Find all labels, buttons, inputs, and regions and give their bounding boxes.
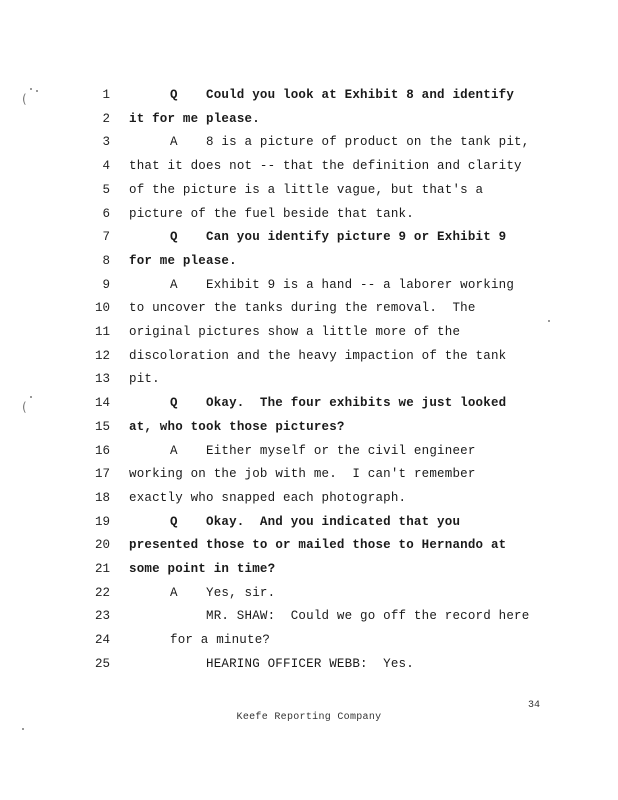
transcript-line — [0, 275, 618, 295]
testimony-text: picture of the fuel beside that tank. — [129, 206, 414, 221]
testimony-text: presented those to or mailed those to Hernando at — [129, 538, 507, 553]
line-text — [129, 369, 160, 389]
line-number: 24 — [94, 633, 110, 648]
line-number: 12 — [94, 348, 110, 363]
line-text — [206, 606, 529, 626]
transcript-line — [0, 583, 618, 603]
transcript-line — [0, 180, 618, 200]
testimony-text: working on the job with me. I can't remember — [129, 467, 476, 482]
line-number: 1 — [102, 88, 110, 102]
line-number: 20 — [94, 538, 110, 553]
testimony-text: exactly who snapped each photograph. — [129, 490, 407, 505]
speaker-label: A — [170, 443, 178, 458]
testimony-text: Okay. The four exhibits we just looked — [206, 396, 507, 411]
line-text — [129, 488, 406, 508]
testimony-text: original pictures show a little more of the — [129, 325, 461, 339]
line-text — [170, 512, 460, 532]
testimony-text: to uncover the tanks during the removal. The — [129, 301, 476, 316]
line-text — [129, 322, 460, 342]
transcript-line — [0, 488, 618, 508]
line-text — [170, 275, 514, 295]
line-text — [129, 109, 260, 129]
line-text — [170, 583, 275, 603]
testimony-text: of the picture is a little vague, but that's a — [129, 182, 484, 197]
line-text — [170, 393, 506, 413]
testimony-text: it for me please. — [129, 111, 260, 126]
testimony-text: Yes, sir. — [206, 585, 276, 600]
line-text — [129, 559, 275, 579]
transcript-line — [0, 298, 618, 318]
transcript-line — [0, 512, 618, 532]
testimony-text: MR. SHAW: Could we go off the record here — [206, 609, 530, 624]
line-text — [129, 180, 483, 200]
testimony-text: that it does not -- that the definition and clarity — [129, 159, 522, 174]
transcript-line — [0, 85, 618, 105]
line-text — [170, 441, 476, 461]
testimony-text: Okay. And you indicated that you — [206, 514, 461, 529]
line-number: 15 — [94, 419, 110, 434]
transcript-line — [0, 441, 618, 461]
line-number: 19 — [94, 514, 110, 529]
transcript-line — [0, 464, 618, 484]
line-text — [129, 204, 414, 224]
margin-speck — [22, 728, 24, 730]
line-number: 9 — [102, 277, 110, 292]
line-number: 14 — [94, 396, 110, 411]
line-number: 13 — [94, 372, 110, 387]
line-text — [170, 132, 529, 152]
footer-reporting-company: Keefe Reporting Company — [236, 712, 382, 723]
transcript-line — [0, 346, 618, 366]
line-number: 5 — [102, 182, 110, 197]
transcript-line — [0, 109, 618, 129]
line-number: 17 — [94, 467, 110, 482]
transcript-line — [0, 535, 618, 555]
testimony-text: for a minute? — [170, 633, 271, 648]
line-text — [129, 535, 506, 555]
line-text — [129, 156, 522, 176]
line-number: 25 — [94, 656, 110, 671]
line-number: 23 — [94, 609, 110, 624]
transcript-line — [0, 393, 618, 413]
line-number: 11 — [94, 325, 110, 339]
speaker-label: A — [170, 585, 178, 600]
line-text — [129, 417, 345, 437]
line-number: 7 — [102, 230, 110, 245]
transcript-line — [0, 559, 618, 579]
page-number: 34 — [528, 700, 541, 711]
speaker-label: Q — [170, 396, 178, 411]
line-text — [206, 654, 414, 674]
line-number: 16 — [94, 443, 110, 458]
line-number: 22 — [94, 585, 110, 600]
transcript-line — [0, 369, 618, 389]
transcript-line — [0, 417, 618, 437]
line-number: 4 — [102, 159, 110, 174]
testimony-text: pit. — [129, 372, 160, 387]
line-number: 2 — [102, 111, 110, 126]
transcript-line — [0, 630, 618, 650]
line-number: 21 — [94, 562, 110, 576]
speaker-label: Q — [170, 230, 178, 245]
testimony-text: 8 is a picture of product on the tank pit, — [206, 135, 530, 150]
speaker-label: A — [170, 277, 178, 292]
line-number: 10 — [94, 301, 110, 316]
line-number: 18 — [94, 490, 110, 505]
transcript-line — [0, 654, 618, 674]
testimony-text: Can you identify picture 9 or Exhibit 9 — [206, 230, 507, 245]
line-text — [129, 251, 237, 271]
line-text — [129, 298, 476, 318]
testimony-text: at, who took those pictures? — [129, 419, 345, 434]
margin-mark-top: ( — [22, 92, 27, 106]
line-text — [170, 630, 270, 650]
testimony-text: for me please. — [129, 253, 237, 268]
margin-mark-middle: ( — [22, 400, 27, 414]
line-number: 8 — [102, 253, 110, 268]
line-text — [170, 85, 514, 105]
transcript-line — [0, 227, 618, 247]
transcript-line — [0, 132, 618, 152]
line-number: 6 — [102, 206, 110, 221]
transcript-line — [0, 204, 618, 224]
speaker-label: Q — [170, 88, 178, 102]
testimony-text: Exhibit 9 is a hand -- a laborer working — [206, 277, 515, 292]
testimony-text: discoloration and the heavy impaction of the tank — [129, 348, 507, 363]
line-text — [170, 227, 506, 247]
speaker-label: Q — [170, 514, 178, 529]
speaker-label: A — [170, 135, 178, 150]
testimony-text: Could you look at Exhibit 8 and identify — [206, 88, 515, 102]
transcript-line — [0, 156, 618, 176]
testimony-text: Either myself or the civil engineer — [206, 443, 476, 458]
transcript-line — [0, 251, 618, 271]
transcript-line — [0, 322, 618, 342]
testimony-text: some point in time? — [129, 562, 276, 576]
transcript-line — [0, 606, 618, 626]
testimony-text: HEARING OFFICER WEBB: Yes. — [206, 656, 414, 671]
line-text — [129, 346, 506, 366]
line-text — [129, 464, 476, 484]
line-number: 3 — [102, 135, 110, 150]
